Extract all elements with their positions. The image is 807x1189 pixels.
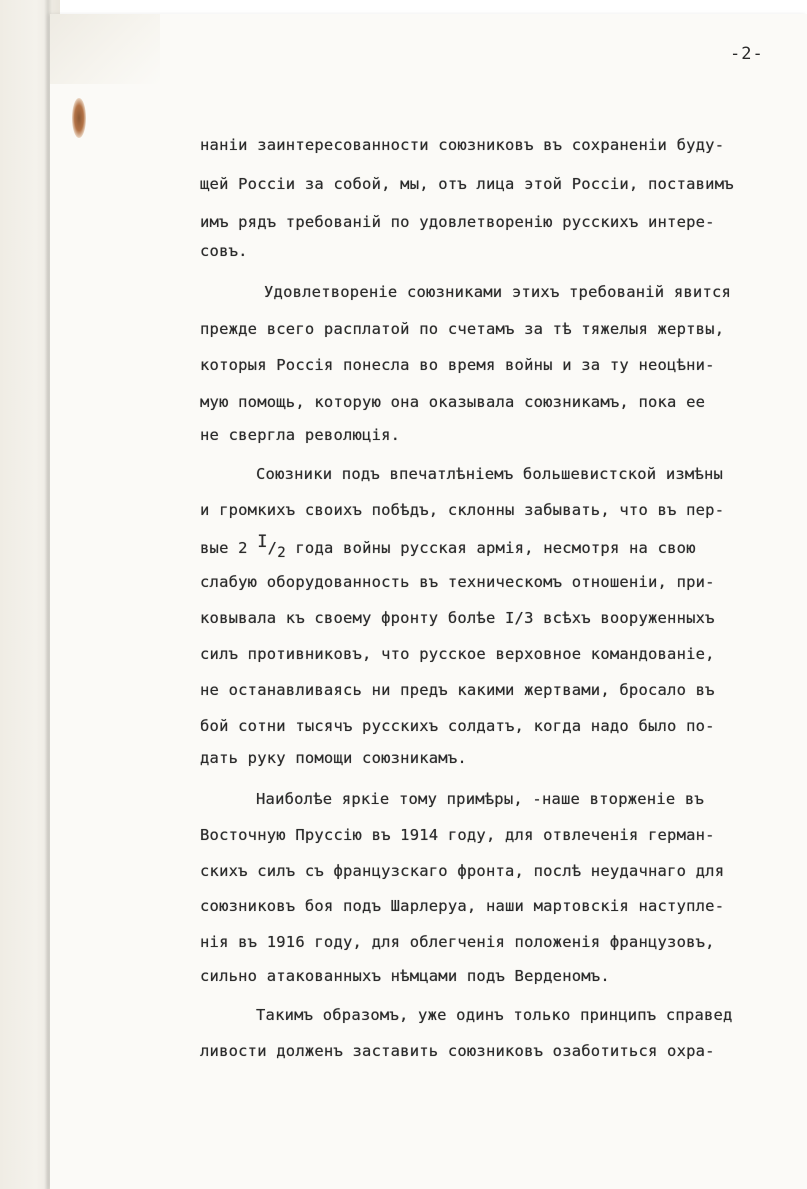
text-line: не свергла революція. (200, 426, 401, 444)
fraction-numerator: I (257, 532, 268, 552)
text-line: скихъ силъ съ французскаго фронта, послѣ неудачнаго для (200, 862, 725, 880)
text-line-with-fraction (200, 532, 696, 561)
rust-stain (72, 98, 86, 138)
text-line: бой сотни тысячъ русскихъ солдатъ, когда надо было по- (200, 717, 715, 735)
text-fragment: вые 2 (200, 539, 248, 557)
text-line: сильно атакованныхъ нѣмцами подъ Верденомъ. (200, 967, 610, 985)
text-line: силъ противниковъ, что русское верховное командованіе, (200, 645, 715, 663)
text-line: ливости долженъ заставить союзниковъ озаботиться охра- (200, 1042, 715, 1060)
scan-top-margin (0, 0, 807, 14)
text-line: Такимъ образомъ, уже одинъ только принципъ справед (256, 1006, 733, 1024)
text-line: совъ. (200, 242, 248, 260)
text-line: не останавливаясь ни предъ какими жертвами, бросало въ (200, 681, 715, 699)
text-line: дать руку помощи союзникамъ. (200, 749, 467, 767)
text-line: Союзники подъ впечатлѣніемъ большевистской измѣны (256, 465, 724, 483)
text-line: прежде всего расплатой по счетамъ за тѣ тяжелыя жертвы, (200, 320, 725, 338)
text-line: наніи заинтересованности союзниковъ въ сохраненіи буду- (200, 136, 725, 154)
page-number: -2- (730, 44, 764, 64)
text-line: которыя Россія понесла во время войны и за ту неоцѣни- (200, 356, 715, 374)
fraction-denominator: 2 (277, 545, 286, 561)
text-line: Наиболѣе яркіе тому примѣры, -наше вторженіе въ (256, 790, 704, 808)
text-line: Восточную Пруссію въ 1914 году, для отвлеченія герман- (200, 826, 715, 844)
text-line: мую помощь, которую она оказывала союзникамъ, пока ее (200, 393, 706, 411)
text-line: Удовлетвореніе союзниками этихъ требованій явится (264, 283, 732, 301)
fraction-slash: / (267, 539, 278, 557)
torn-corner (50, 14, 160, 84)
text-line: союзниковъ боя подъ Шарлеруа, наши мартовскія наступле- (200, 897, 725, 915)
text-line: нія въ 1916 году, для облегченія положенія французовъ, (200, 933, 715, 951)
text-line: слабую оборудованность въ техническомъ отношеніи, при- (200, 573, 715, 591)
text-line: имъ рядъ требованій по удовлетворенію русскихъ интере- (200, 213, 715, 231)
text-line: и громкихъ своихъ побѣдъ, склонны забывать, что въ пер- (200, 501, 725, 519)
text-line: ковывала къ своему фронту болѣе I/3 всѣхъ вооруженныхъ (200, 609, 715, 627)
text-line: щей Россіи за собой, мы, отъ лица этой Россіи, поставимъ (200, 175, 734, 193)
text-fragment: года войны русская армія, несмотря на свою (295, 539, 696, 557)
